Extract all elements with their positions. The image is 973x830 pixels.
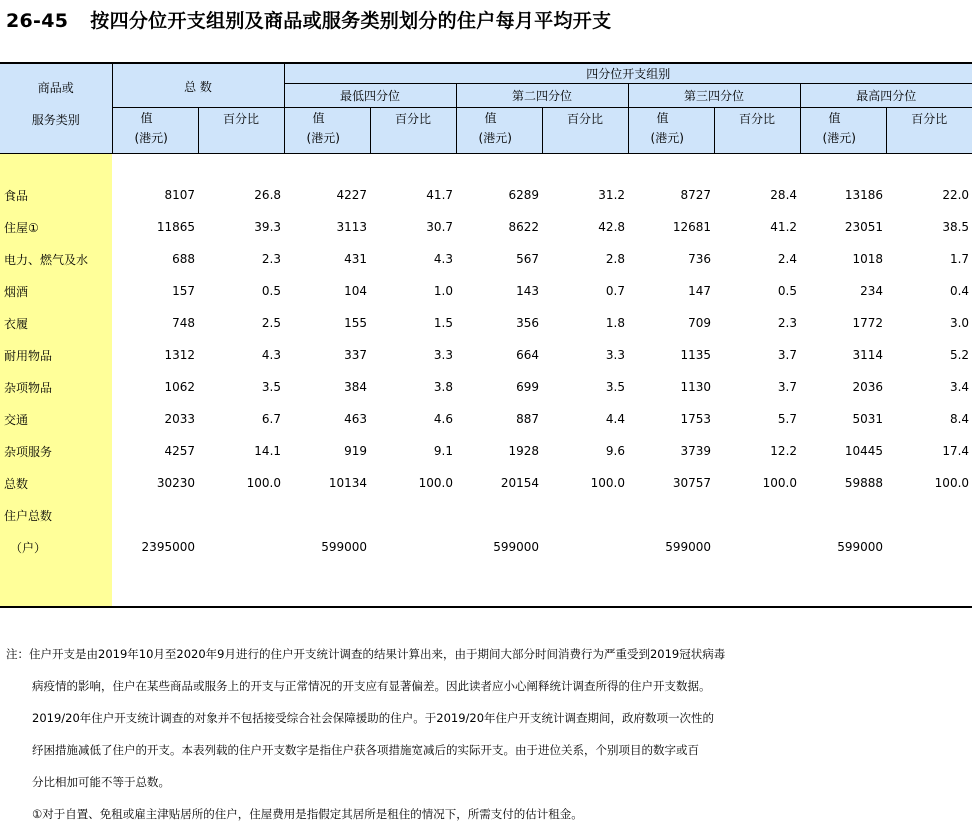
value-cell: 1135	[680, 348, 712, 362]
quartile-header-second: 第二四分位	[456, 83, 628, 107]
value-cell: 20154	[500, 476, 540, 490]
percent-header: 百分比	[198, 107, 284, 153]
value-header: 值 (港元)	[456, 107, 542, 153]
value-cell: 384	[344, 380, 368, 394]
value-cell: 567	[516, 252, 540, 266]
value-cell: 1772	[852, 316, 884, 330]
value-cell: 1062	[164, 380, 195, 394]
households-highest: 599000	[837, 540, 884, 554]
percent-cell: 3.7	[777, 348, 798, 362]
value-header: 值 (港元)	[112, 107, 198, 153]
note-line: 分比相加可能不等于总数。	[32, 775, 170, 789]
row-label: 交通	[0, 403, 112, 435]
percent-cell: 41.7	[426, 188, 454, 202]
percent-cell: 3.5	[605, 380, 626, 394]
percent-cell: 26.8	[254, 188, 282, 202]
value-cell: 2033	[164, 412, 195, 426]
value-cell: 3113	[336, 220, 368, 234]
percent-cell: 14.1	[254, 444, 282, 458]
table-row	[0, 211, 972, 243]
households-label: 住户总数	[0, 499, 112, 531]
percent-cell: 3.7	[777, 380, 798, 394]
percent-cell: 30.7	[426, 220, 454, 234]
table-title: 按四分位开支组别及商品或服务类别划分的住户每月平均开支	[90, 10, 612, 32]
value-cell: 12681	[672, 220, 712, 234]
value-cell: 8727	[680, 188, 712, 202]
value-cell: 1928	[508, 444, 540, 458]
row-label: 总数	[0, 467, 112, 499]
percent-cell: 1.8	[605, 316, 626, 330]
percent-cell: 0.4	[949, 284, 970, 298]
percent-cell: 4.4	[605, 412, 626, 426]
value-cell: 13186	[844, 188, 884, 202]
households-total: 2395000	[141, 540, 195, 554]
percent-cell: 5.2	[949, 348, 970, 362]
value-cell: 1312	[164, 348, 195, 362]
percent-cell: 100.0	[934, 476, 970, 490]
value-cell: 10445	[844, 444, 884, 458]
percent-cell: 41.2	[770, 220, 798, 234]
percent-cell: 4.3	[433, 252, 454, 266]
value-cell: 104	[344, 284, 368, 298]
row-label: 住屋①	[0, 211, 112, 243]
table-row	[0, 275, 972, 307]
percent-cell: 3.3	[605, 348, 626, 362]
percent-cell: 1.7	[949, 252, 970, 266]
row-label: 衣履	[0, 307, 112, 339]
percent-cell: 100.0	[246, 476, 282, 490]
percent-cell: 28.4	[770, 188, 798, 202]
quartile-header-lowest: 最低四分位	[284, 83, 456, 107]
value-cell: 157	[172, 284, 195, 298]
value-cell: 431	[344, 252, 368, 266]
percent-header: 百分比	[714, 107, 800, 153]
percent-cell: 3.3	[433, 348, 454, 362]
value-cell: 5031	[852, 412, 884, 426]
percent-cell: 2.5	[261, 316, 282, 330]
value-cell: 10134	[328, 476, 368, 490]
value-cell: 8107	[164, 188, 195, 202]
percent-cell: 3.4	[949, 380, 970, 394]
percent-cell: 1.0	[433, 284, 454, 298]
value-cell: 30757	[672, 476, 712, 490]
percent-cell: 4.3	[261, 348, 282, 362]
percent-cell: 38.5	[942, 220, 970, 234]
percent-header: 百分比	[542, 107, 628, 153]
value-cell: 234	[860, 284, 884, 298]
value-cell: 30230	[156, 476, 195, 490]
percent-cell: 4.6	[433, 412, 454, 426]
percent-cell: 12.2	[770, 444, 798, 458]
percent-cell: 2.4	[777, 252, 798, 266]
households-unit-label: （户）	[0, 531, 112, 563]
percent-cell: 100.0	[590, 476, 626, 490]
percent-cell: 100.0	[762, 476, 798, 490]
value-cell: 1130	[680, 380, 712, 394]
quartile-group-header: 四分位开支组别	[284, 63, 972, 83]
total-row	[0, 467, 972, 499]
percent-cell: 5.7	[777, 412, 798, 426]
percent-cell: 0.5	[777, 284, 798, 298]
total-header: 总 数	[112, 63, 284, 107]
value-cell: 8622	[508, 220, 540, 234]
row-label: 烟酒	[0, 275, 112, 307]
value-cell: 6289	[508, 188, 540, 202]
percent-cell: 0.7	[605, 284, 626, 298]
value-cell: 699	[516, 380, 540, 394]
value-cell: 3114	[852, 348, 884, 362]
households-third: 599000	[665, 540, 712, 554]
note-line: 注：住户开支是由2019年10月至2020年9月进行的住户开支统计调查的结果计算出来，由于期间大部分时间消费行为严重受到2019冠状病毒	[6, 647, 726, 661]
value-cell: 709	[688, 316, 712, 330]
value-cell: 1753	[680, 412, 712, 426]
percent-cell: 100.0	[418, 476, 454, 490]
percent-cell: 17.4	[942, 444, 970, 458]
value-header: 值 (港元)	[284, 107, 370, 153]
value-cell: 59888	[844, 476, 884, 490]
table-row	[0, 435, 972, 467]
quartile-header-third: 第三四分位	[628, 83, 800, 107]
row-label: 杂项服务	[0, 435, 112, 467]
value-cell: 3739	[680, 444, 712, 458]
percent-cell: 22.0	[942, 188, 970, 202]
value-cell: 143	[516, 284, 540, 298]
percent-cell: 1.5	[433, 316, 454, 330]
table-row	[0, 243, 972, 275]
percent-cell: 2.8	[605, 252, 626, 266]
footnote: ①对于自置、免租或雇主津贴居所的住户，住屋费用是指假定其居所是租住的情况下，所需支付的估计租金。	[32, 807, 583, 821]
value-cell: 337	[344, 348, 368, 362]
percent-header: 百分比	[370, 107, 456, 153]
value-cell: 1018	[852, 252, 884, 266]
table-row	[0, 403, 972, 435]
value-header: 值 (港元)	[800, 107, 886, 153]
value-cell: 887	[516, 412, 540, 426]
stub-header-line2: 服务类别	[31, 113, 80, 127]
value-cell: 688	[172, 252, 195, 266]
value-header: 值 (港元)	[628, 107, 714, 153]
table-number: 26-45	[6, 10, 69, 32]
table-row	[0, 179, 972, 211]
value-cell: 4257	[164, 444, 195, 458]
value-cell: 463	[344, 412, 368, 426]
expenditure-table	[0, 62, 972, 608]
row-label: 耐用物品	[0, 339, 112, 371]
note-line: 2019/20年住户开支统计调查的对象并不包括接受综合社会保障援助的住户。于2019/20年住户开支统计调查期间，政府数项一次性的	[32, 711, 715, 725]
percent-cell: 6.7	[261, 412, 282, 426]
percent-cell: 9.1	[433, 444, 454, 458]
value-cell: 23051	[844, 220, 884, 234]
percent-cell: 42.8	[598, 220, 626, 234]
value-cell: 155	[344, 316, 368, 330]
percent-cell: 31.2	[598, 188, 626, 202]
value-cell: 919	[344, 444, 368, 458]
percent-cell: 3.0	[949, 316, 970, 330]
table-row	[0, 371, 972, 403]
quartile-header-highest: 最高四分位	[800, 83, 972, 107]
value-cell: 4227	[336, 188, 368, 202]
subheader-row	[0, 107, 972, 153]
percent-cell: 2.3	[777, 316, 798, 330]
households-second: 599000	[493, 540, 540, 554]
row-label: 电力、燃气及水	[0, 243, 112, 275]
percent-cell: 8.4	[949, 412, 970, 426]
note-line: 纾困措施减低了住户的开支。本表列载的住户开支数字是指住户获各项措施宽减后的实际开支。由于进位关系，个别项目的数字或百	[32, 743, 699, 757]
row-label: 杂项物品	[0, 371, 112, 403]
value-cell: 11865	[156, 220, 195, 234]
stub-header-line1: 商品或	[37, 81, 74, 95]
percent-header: 百分比	[886, 107, 972, 153]
percent-cell: 39.3	[254, 220, 282, 234]
page-title	[6, 6, 611, 33]
value-cell: 664	[516, 348, 540, 362]
households-lowest: 599000	[321, 540, 368, 554]
notes	[6, 638, 725, 830]
note-line: 病疫情的影响，住户在某些商品或服务上的开支与正常情况的开支应有显著偏差。因此读者应小心阐释统计调查所得的住户开支数据。	[32, 679, 711, 693]
value-cell: 2036	[852, 380, 884, 394]
row-label: 食品	[0, 179, 112, 211]
value-cell: 736	[688, 252, 712, 266]
percent-cell: 9.6	[605, 444, 626, 458]
percent-cell: 3.8	[433, 380, 454, 394]
table-row	[0, 307, 972, 339]
value-cell: 147	[688, 284, 712, 298]
stub-header	[0, 63, 112, 153]
value-cell: 748	[172, 316, 195, 330]
percent-cell: 2.3	[261, 252, 282, 266]
value-cell: 356	[516, 316, 540, 330]
percent-cell: 3.5	[261, 380, 282, 394]
percent-cell: 0.5	[261, 284, 282, 298]
table-row	[0, 339, 972, 371]
